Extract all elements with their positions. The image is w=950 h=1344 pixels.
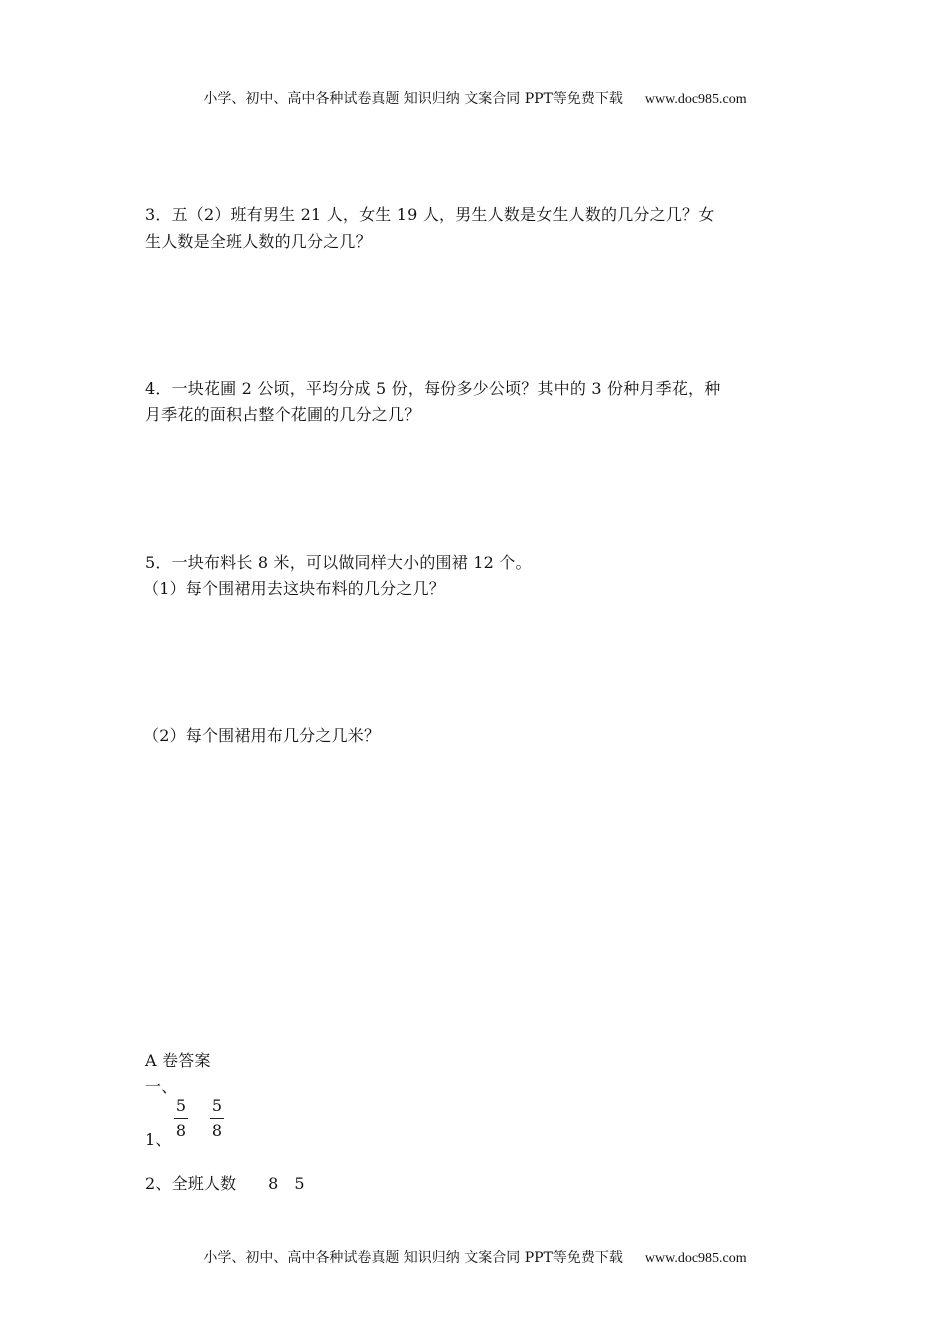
question-3-line-2: 生人数是全班人数的几分之几？ <box>145 232 372 251</box>
fraction-denominator: 8 <box>175 1121 187 1140</box>
question-5-line-1: 5．一块布料长 8 米，可以做同样大小的围裙 12 个。 <box>145 553 532 572</box>
answer-1-fraction-2 <box>210 1096 224 1140</box>
page-footer <box>0 1247 950 1267</box>
fraction-bar <box>174 1118 188 1119</box>
page-header <box>0 88 950 108</box>
question-4-line-2: 月季花的面积占整个花圃的几分之几？ <box>145 405 421 424</box>
answer-1-label: 1、 <box>145 1130 172 1149</box>
fraction-denominator: 8 <box>211 1121 223 1140</box>
answer-1-fraction-1 <box>174 1096 188 1140</box>
footer-site: www.doc985.com <box>644 1251 747 1266</box>
fraction-bar <box>210 1118 224 1119</box>
fraction-numerator: 5 <box>211 1096 223 1115</box>
header-text: 小学、初中、高中各种试卷真题 知识归纳 文案合同 PPT等免费下载 <box>203 91 623 107</box>
answer-2: 2、全班人数 8 5 <box>145 1174 305 1193</box>
header-site: www.doc985.com <box>644 92 747 107</box>
answers-title: A 卷答案 <box>145 1051 211 1070</box>
fraction-numerator: 5 <box>175 1096 187 1115</box>
question-3-line-1: 3．五（2）班有男生 21 人，女生 19 人，男生人数是女生人数的几分之几？女 <box>145 205 715 224</box>
question-5-sub-1: （1）每个围裙用去这块布料的几分之几？ <box>143 579 445 598</box>
question-5-sub-2: （2）每个围裙用布几分之几米？ <box>143 726 381 745</box>
answers-section: 一、 <box>145 1077 178 1096</box>
question-4-line-1: 4．一块花圃 2 公顷，平均分成 5 份，每份多少公顷？其中的 3 份种月季花，种 <box>145 379 721 398</box>
footer-text: 小学、初中、高中各种试卷真题 知识归纳 文案合同 PPT等免费下载 <box>203 1250 623 1266</box>
